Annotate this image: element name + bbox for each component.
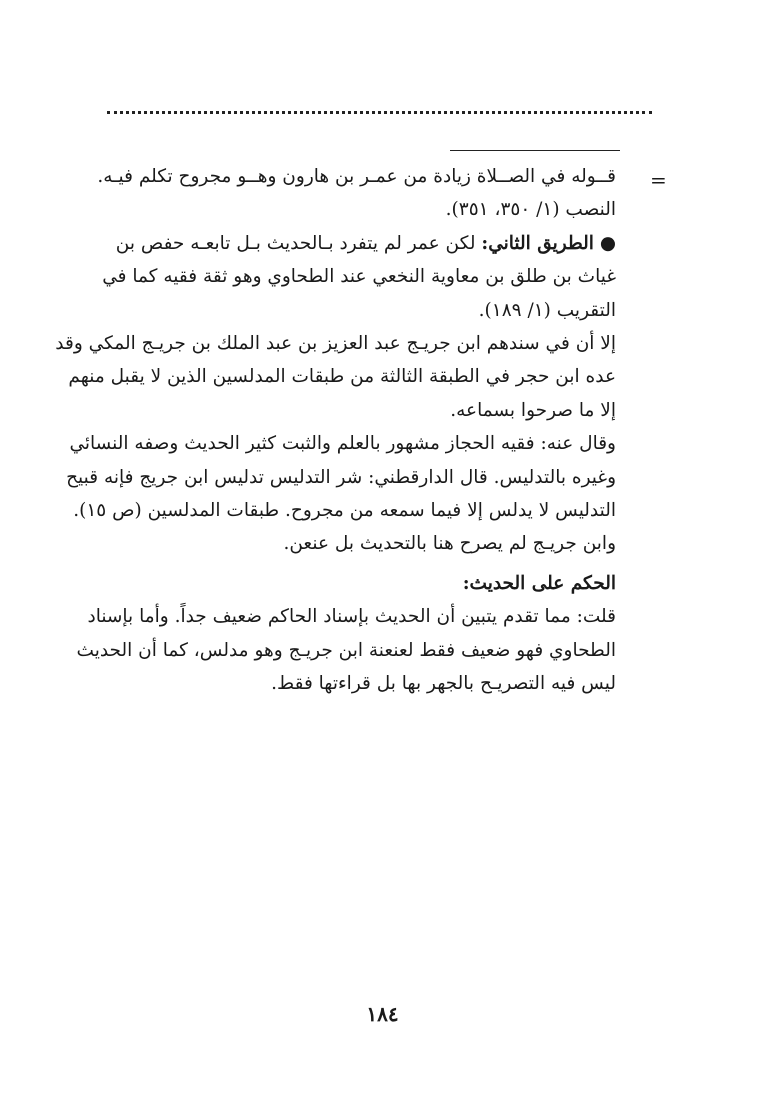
text-line: التدليس لا يدلس إلا فيما سمعه من مجروح. طبقات المدلسين (ص ١٥). [73,500,616,522]
text-line: النصب (١/ ٣٥٠، ٣٥١). [445,199,616,221]
text-line: قــوله في الصــلاة زيادة من عمـر بن هارون وهــو مجروح تكلم فيـه. [97,166,616,187]
bullet-icon: ● [599,232,616,254]
text-line: قلت: مما تقدم يتبين أن الحديث بإسناد الحاكم ضعيف جداً. وأما بإسناد [87,606,616,628]
text-line: وابن جريـج لم يصرح هنا بالتحديث بل عنعن. [283,533,616,555]
text-fragment: لكن عمر لم يتفرد بـالحديث بـل تابعـه حفص بن [115,232,476,254]
text-line: غياث بن طلق بن معاوية النخعي عند الطحاوي وهو ثقة فقيه كما في [102,266,616,288]
section-heading: الحكم على الحديث: [462,572,616,594]
text-line: ليس فيه التصريـح بالجهر بها بل قراءتها فقط. [271,673,616,695]
text-line [115,227,616,260]
continuation-mark: = [650,168,667,192]
paragraph-1 [97,160,616,227]
text-line: إلا أن في سندهم ابن جريـج عبد العزيز بن عبد الملك بن جريـج المكي وقد [55,333,616,355]
footnote-text [55,160,616,701]
text-line: الطحاوي فهو ضعيف فقط لعنعنة ابن جريـج وهو مدلس، كما أن الحديث [76,639,616,661]
paragraph-4 [66,427,616,527]
text-line: وقال عنه: فقيه الحجاز مشهور بالعلم والثبت كثير الحديث وصفه النسائي [69,433,616,455]
text-line: عده ابن حجر في الطبقة الثالثة من طبقات المدلسين الذين لا يقبل منهم [68,366,616,388]
page-number: ١٨٤ [366,1002,399,1026]
paragraph-6 [76,600,616,700]
footnote-rule [450,150,620,151]
text-line: إلا ما صرحوا بسماعه. [450,399,616,421]
dotted-separator [107,111,652,114]
text-line: وغيره بالتدليس. قال الدارقطني: شر التدليس تدليس ابن جريج فإنه قبيح [66,466,616,488]
text-line: التقريب (١/ ١٨٩). [478,299,616,321]
section-label: الطريق الثاني: [481,232,594,254]
paragraph-3 [55,327,616,427]
paragraph-2 [102,227,616,327]
paragraph-5 [118,527,616,560]
